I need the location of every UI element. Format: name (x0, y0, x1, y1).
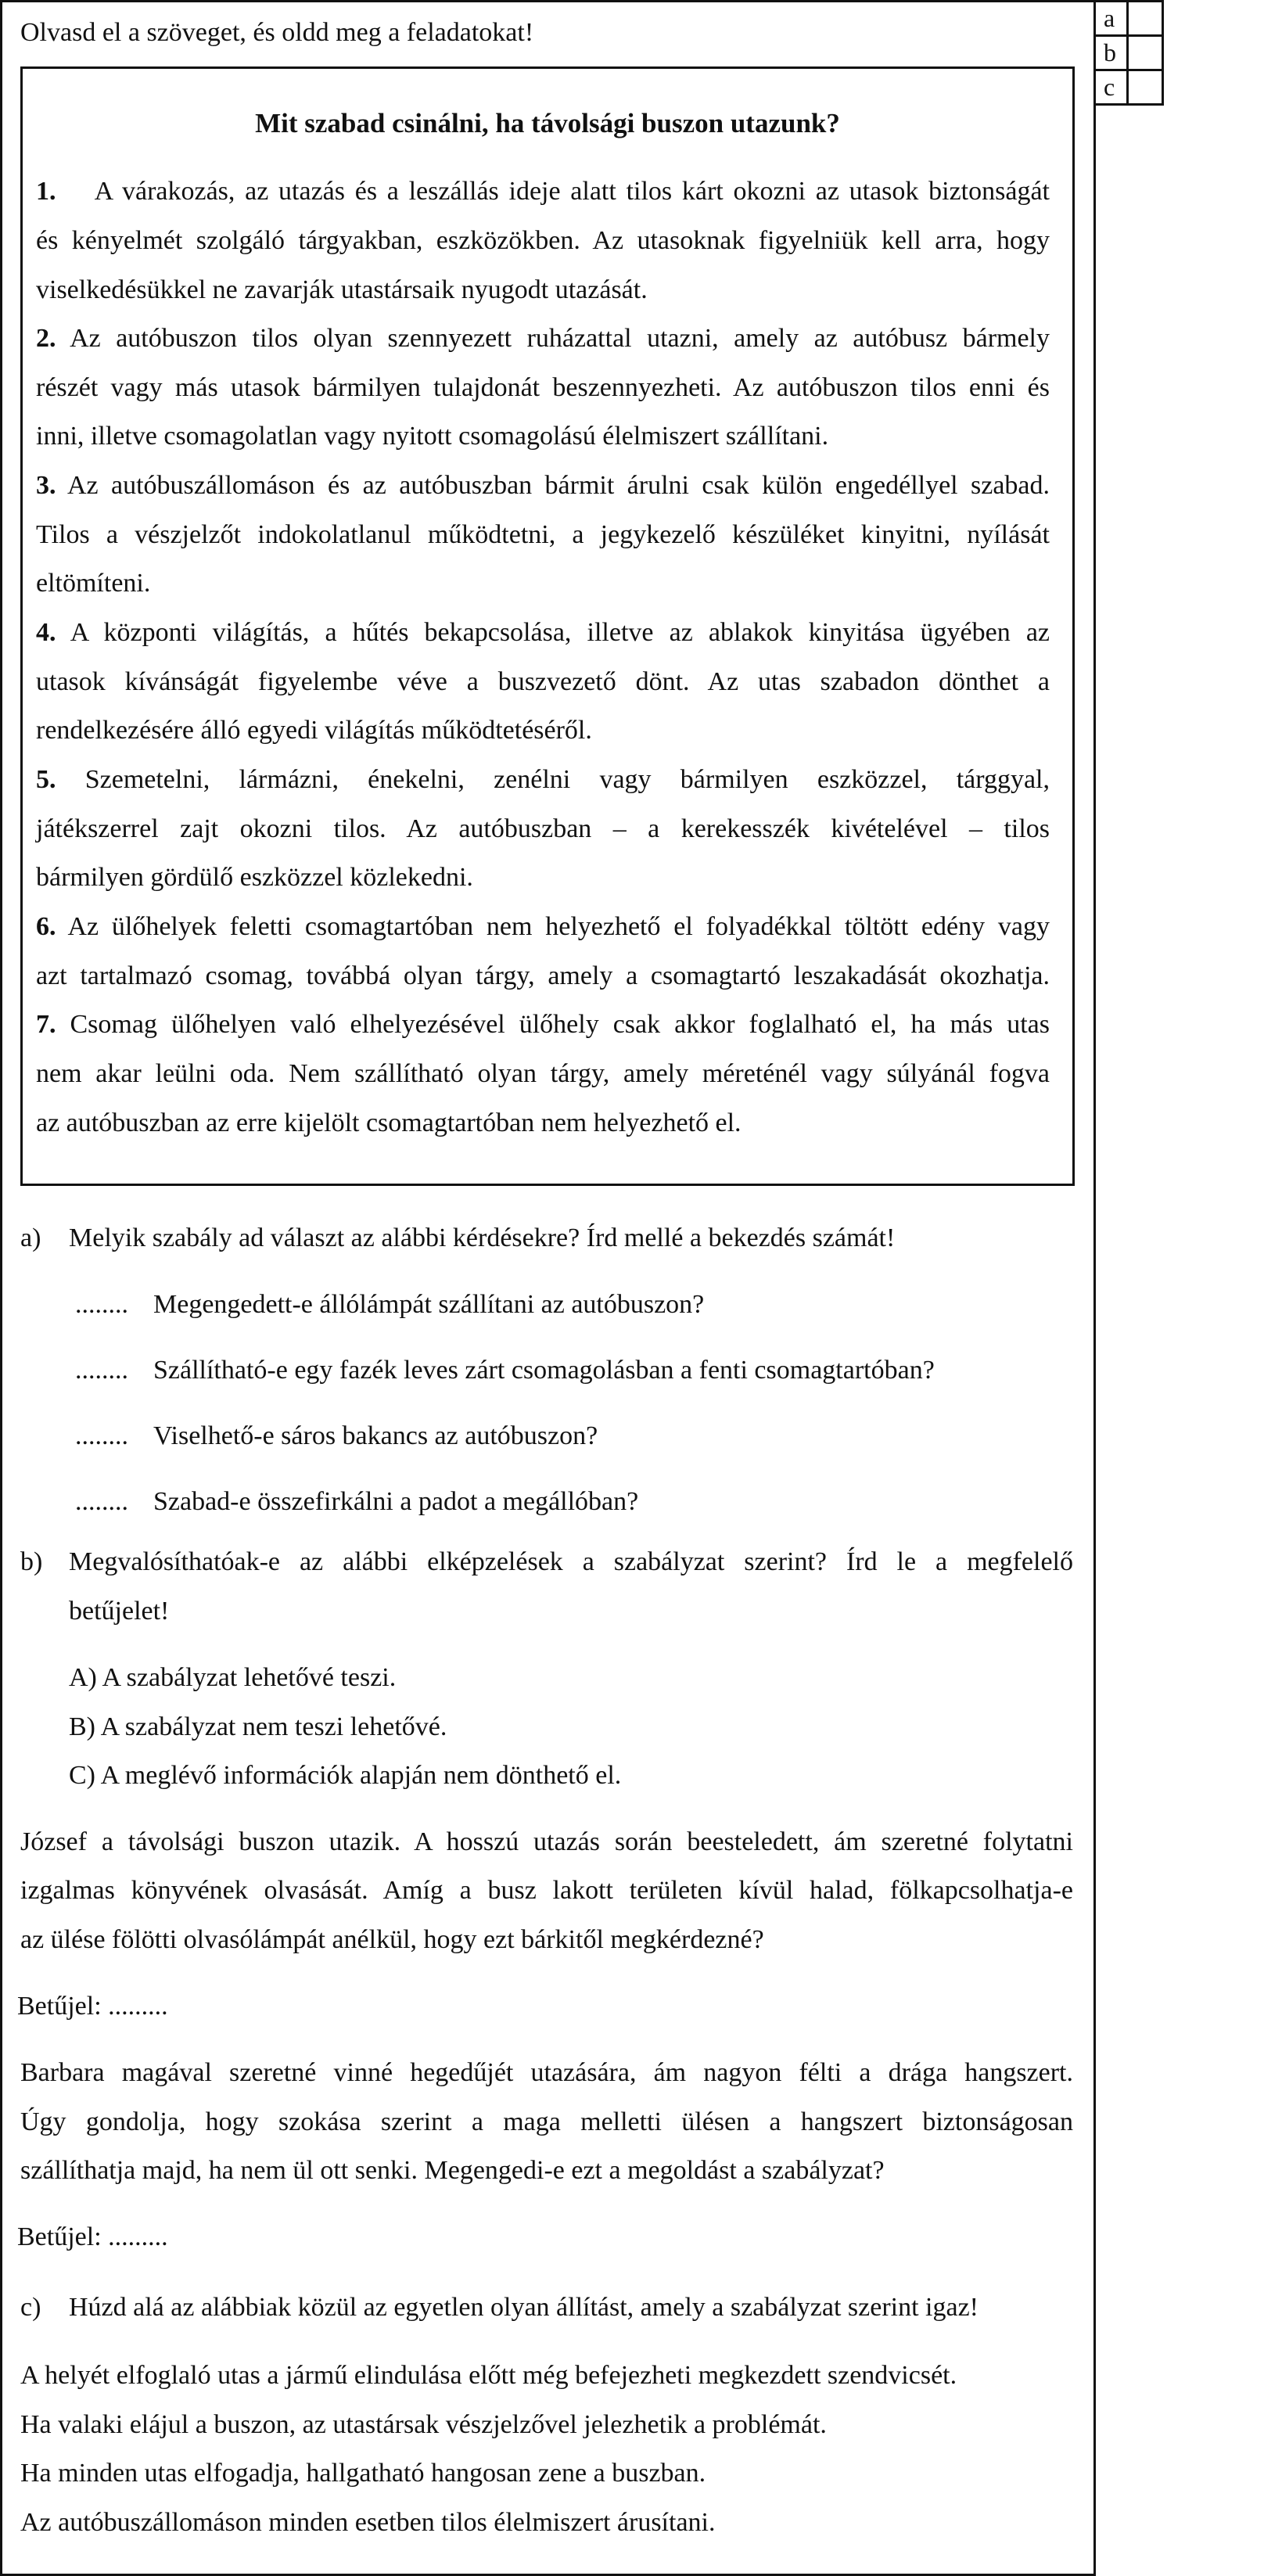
task-c-statement-4[interactable]: Az autóbuszállomáson minden esetben tilos élelmiszert árusítani. (20, 2508, 716, 2537)
task-a-question-3: Viselhető-e sáros bakancs az autóbuszon? (153, 1421, 598, 1450)
passage-line: az autóbuszban az erre kijelölt csomagtartóban nem helyezhető el. (36, 1108, 742, 1137)
task-a-label: a) (20, 1223, 41, 1252)
scenario-2-line: Úgy gondolja, hogy szokása szerint a maga melletti ülésen a hangszert biztonságosan (20, 2107, 1073, 2136)
passage-line: rendelkezésére álló egyedi világítás működtetéséről. (36, 716, 592, 745)
passage-line: 1. A várakozás, az utazás és a leszállás ideje alatt tilos kárt okozni az utasok biztonságát (36, 177, 1050, 206)
rule-number: 6. (36, 912, 56, 941)
passage-line: inni, illetve csomagolatlan vagy nyitott csomagolású élelmiszert szállítani. (36, 422, 829, 451)
answer-2-field[interactable]: Betűjel: ......... (17, 2222, 168, 2251)
task-b-label: b) (20, 1547, 43, 1576)
grade-label: a (1095, 2, 1128, 36)
grade-row-a (1095, 2, 1163, 36)
passage-line: 3. Az autóbuszállomáson és az autóbuszban bármit árulni csak külön engedéllyel szabad. (36, 471, 1050, 500)
grading-table (1093, 0, 1164, 106)
task-c-statement-3[interactable]: Ha minden utas elfogadja, hallgatható hangosan zene a buszban. (20, 2459, 706, 2488)
passage-line: játékszerrel zajt okozni tilos. Az autóbuszban – a kerekesszék kivételével – tilos (36, 814, 1050, 843)
passage-line: nem akar leülni oda. Nem szállítható olyan tárgy, amely méreténél vagy súlyánál fogva (36, 1059, 1050, 1088)
task-c-statement-1[interactable]: A helyét elfoglaló utas a jármű elindulása előtt még befejezheti megkezdett szendvicsét. (20, 2361, 957, 2390)
grade-label: b (1095, 36, 1128, 70)
rule-number: 5. (36, 765, 56, 794)
passage-line: 2. Az autóbuszon tilos olyan szennyezett ruházattal utazni, amely az autóbusz bármely (36, 324, 1050, 353)
task-a-blank-1[interactable]: ........ (75, 1290, 128, 1319)
task-b-option-c: C) A meglévő információk alapján nem dönthető el. (69, 1761, 622, 1790)
task-a-prompt: Melyik szabály ad választ az alábbi kérdésekre? Írd mellé a bekezdés számát! (69, 1223, 896, 1252)
grade-row-b (1095, 36, 1163, 70)
scenario-1-line: József a távolsági buszon utazik. A hosszú utazás során beesteledett, ám szeretné folytatni (20, 1827, 1073, 1856)
grade-label: c (1095, 70, 1128, 105)
passage-line: utasok kívánságát figyelembe véve a buszvezető dönt. Az utas szabadon dönthet a (36, 667, 1050, 696)
task-b-option-a: A) A szabályzat lehetővé teszi. (69, 1663, 397, 1692)
passage-line: azt tartalmazó csomag, továbbá olyan tárgy, amely a csomagtartó leszakadását okozhatja. (36, 961, 1050, 990)
rule-number: 4. (36, 618, 56, 647)
task-b-prompt: Megvalósíthatóak-e az alábbi elképzelések a szabályzat szerint? Írd le a megfelelő (69, 1547, 1073, 1576)
task-a-blank-3[interactable]: ........ (75, 1421, 128, 1450)
task-c-label: c) (20, 2293, 41, 2322)
passage-line: 7. Csomag ülőhelyen való elhelyezésével ülőhely csak akkor foglalható el, ha más utas (36, 1010, 1050, 1039)
rule-number: 2. (36, 324, 56, 353)
task-b-prompt-cont: betűjelet! (69, 1597, 170, 1626)
task-c-prompt: Húzd alá az alábbiak közül az egyetlen olyan állítást, amely a szabályzat szerint igaz! (69, 2293, 979, 2322)
grade-cell-b[interactable] (1128, 36, 1163, 70)
task-a-question-1: Megengedett-e állólámpát szállítani az autóbuszon? (153, 1290, 705, 1319)
grade-cell-a[interactable] (1128, 2, 1163, 36)
passage-line: és kényelmét szolgáló tárgyakban, eszközökben. Az utasoknak figyelniük kell arra, hogy (36, 226, 1050, 255)
scenario-1-line: az ülése fölötti olvasólámpát anélkül, hogy ezt bárkitől megkérdezné? (20, 1925, 764, 1954)
scenario-2-line: Barbara magával szeretné vinné hegedűjét utazására, ám nagyon félti a drága hangszert. (20, 2058, 1073, 2087)
grade-cell-c[interactable] (1128, 70, 1163, 105)
rule-number: 7. (36, 1010, 56, 1039)
scenario-2-line: szállíthatja majd, ha nem ül ott senki. Megengedi-e ezt a megoldást a szabályzat? (20, 2156, 885, 2185)
passage-line: részét vagy más utasok bármilyen tulajdonát beszennyezheti. Az autóbuszon tilos enni és (36, 373, 1050, 402)
task-a-blank-4[interactable]: ........ (75, 1487, 128, 1516)
task-c-statement-2[interactable]: Ha valaki elájul a buszon, az utastársak vészjelzővel jelezhetik a problémát. (20, 2410, 827, 2439)
passage-line: Tilos a vészjelzőt indokolatlanul működtetni, a jegykezelő készüléket kinyitni, nyílását (36, 520, 1050, 549)
task-a-blank-2[interactable]: ........ (75, 1356, 128, 1385)
task-a-question-4: Szabad-e összefirkálni a padot a megállóban? (153, 1487, 639, 1516)
rule-number: 3. (36, 471, 56, 500)
passage-line: viselkedésükkel ne zavarják utastársaik nyugodt utazását. (36, 275, 648, 304)
grade-row-c (1095, 70, 1163, 105)
answer-1-field[interactable]: Betűjel: ......... (17, 1992, 168, 2021)
passage-line: bármilyen gördülő eszközzel közlekedni. (36, 863, 473, 892)
task-a-question-2: Szállítható-e egy fazék leves zárt csomagolásban a fenti csomagtartóban? (153, 1356, 935, 1385)
scenario-1-line: izgalmas könyvének olvasását. Amíg a busz lakott területen kívül halad, fölkapcsolhatja-e (20, 1876, 1073, 1905)
passage-line: 6. Az ülőhelyek feletti csomagtartóban nem helyezhető el folyadékkal töltött edény vagy (36, 912, 1050, 941)
passage-line: 4. A központi világítás, a hűtés bekapcsolása, illetve az ablakok kinyitása ügyében az (36, 618, 1050, 647)
passage-line: 5. Szemetelni, lármázni, énekelni, zenélni vagy bármilyen eszközzel, tárggyal, (36, 765, 1050, 794)
task-b-option-b: B) A szabályzat nem teszi lehetővé. (69, 1712, 447, 1741)
passage-title: Mit szabad csinálni, ha távolsági buszon utazunk? (255, 108, 840, 138)
passage-line: eltömíteni. (36, 569, 151, 598)
rule-number: 1. (36, 177, 56, 206)
instruction: Olvasd el a szöveget, és oldd meg a feladatokat! (20, 18, 534, 47)
